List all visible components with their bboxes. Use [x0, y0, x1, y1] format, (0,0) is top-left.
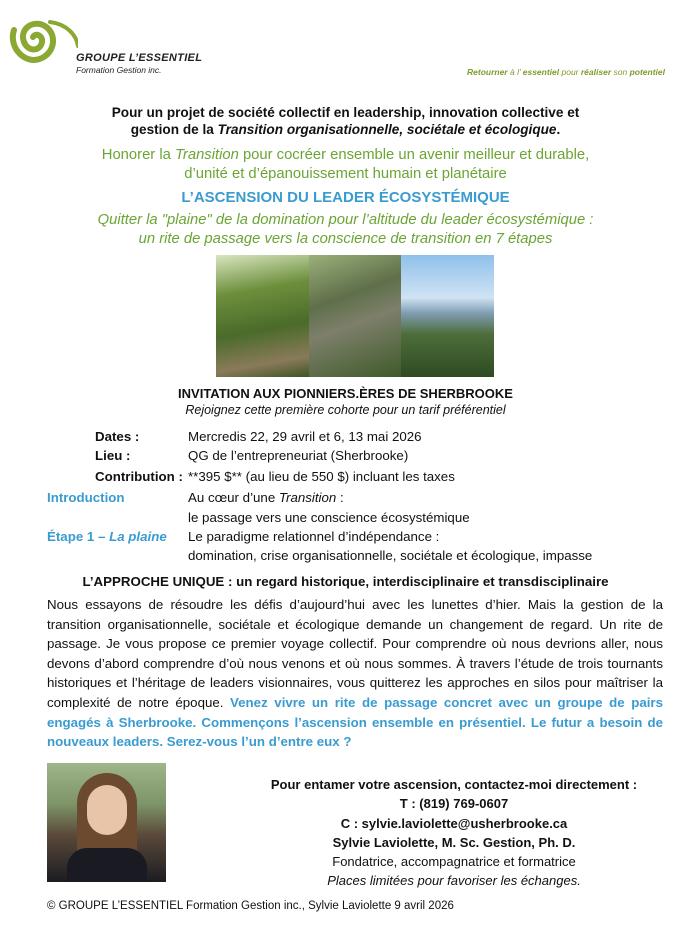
- tagline: Retourner à l’ essentiel pour réaliser son potentiel: [467, 67, 665, 77]
- contact-block: [260, 775, 648, 891]
- forest-path-photo: [216, 255, 309, 377]
- contact-role: Fondatrice, accompagnatrice et formatrice: [332, 854, 576, 870]
- intro-heading: Pour un projet de société collectif en leadership, innovation collective et gestion de la Transition organisationnelle, sociétale et écologique.: [111, 105, 580, 137]
- rock-forest-photo: [309, 255, 402, 377]
- approach-heading: L’APPROCHE UNIQUE : un regard historique, interdisciplinaire et transdisciplinaire: [82, 574, 609, 589]
- portrait-photo: [47, 763, 166, 882]
- program-subtitle: Quitter la "plaine" de la domination pour l’altitude du leader écosystémique : un rite de passage vers la conscience de transition en 7 étapes: [97, 212, 594, 247]
- document-page: GROUPE L’ESSENTIEL Formation Gestion inc. Retourner à l’ essentiel pour réaliser son potentiel Pour un projet de société collectif en leadership, innovation collective et gestion de la Transition organisationnelle, sociétale et écologique. Honorer la Transition pour cocréer ensemble un avenir meilleur et durable, d’unité et d’épanouissement humain et planétaire L’ASCENSION DU LEADER ÉCOSYSTÉMIQUE Quitter la "plaine" de la domination pour l’altitude du leader écosystémique : un rite de passage vers la conscience de transition en 7 étapes INVITATION AUX PIONNIERS.ÈRES DE SHERBROOKE Rejoignez cette première cohorte pour un tarif préférentiel Dates : Mercredis 22, 29 avril et 6, 13 mai 2026 Lieu : QG de l’entrepreneuriat (Sherbrooke) Contribution : **395 $** (au lieu de 550 $) incluant les taxes Introduction Au cœur d’une Transition : le passage vers une conscience écosystémique Étape 1 – La plaine Le paradigme relationnel d’indépendance : domination, crise organisationnelle, sociétale et écologique, impasse L’APPROCHE UNIQUE : un regard historique, interdisciplinaire et transdisciplinaire Nous essayons de résoudre les défis d’aujourd’hui avec les lunettes d’hier. Mais la gestion de la transition organisationnelle, sociétale et écologique demande un changement de regard. Un rite de passage. Je vous propose ce premier voyage collectif. Pour comprendre où nous devrions aller, nous devons d’abord comprendre d’où nous venons et où nous sommes. À travers l’étude de trois tournants historiques et l’héritage de leaders visionnaires, vous quitterez les approches en silos pour maîtriser la complexité de notre époque. Venez vivre un rite de passage concret avec un groupe de pairs engagés à Sherbrooke. Commençons l’ascension ensemble en présentiel. Le futur a besoin de nouveaux leaders. Serez-vous l’un d’entre eux ? Pour entamer votre ascension, contactez-moi directement : T : (819) 769-0607 C : sylvie.laviolette@usherbrooke.ca Sylvie Laviolette, M. Sc. Gestion, Ph. D. Fondatrice, accompagnatrice et formatrice Places limitées pour favoriser les échanges. © GROUPE L’ESSENTIEL Formation Gestion inc., Sylvie Laviolette 9 avril 2026: [0, 0, 691, 926]
- nature-photos: [216, 255, 494, 377]
- contact-note: Places limitées pour favoriser les échanges.: [327, 873, 581, 889]
- logo-subtitle: Formation Gestion inc.: [76, 65, 162, 75]
- logo-name: GROUPE L’ESSENTIEL: [76, 52, 203, 64]
- contact-email[interactable]: C : sylvie.laviolette@usherbrooke.ca: [340, 815, 568, 831]
- footer-copyright: © GROUPE L’ESSENTIEL Formation Gestion inc., Sylvie Laviolette 9 avril 2026: [47, 900, 454, 912]
- program-title: L’ASCENSION DU LEADER ÉCOSYSTÉMIQUE: [181, 189, 510, 206]
- contact-phone[interactable]: T : (819) 769-0607: [399, 796, 509, 812]
- mountain-view-photo: [401, 255, 494, 377]
- mission-statement: Honorer la Transition pour cocréer ensemble un avenir meilleur et durable, d’unité et d’épanouissement humain et planétaire: [101, 147, 590, 182]
- contact-cta: Pour entamer votre ascension, contactez-moi directement :: [270, 777, 638, 792]
- invitation-title: INVITATION AUX PIONNIERS.ÈRES DE SHERBROOKE: [178, 386, 513, 401]
- contact-name: Sylvie Laviolette, M. Sc. Gestion, Ph. D.: [332, 834, 576, 850]
- invitation-subtitle: Rejoignez cette première cohorte pour un tarif préférentiel: [185, 403, 506, 417]
- groupe-lessentiel-logo: [6, 18, 78, 68]
- approach-paragraph: Nous essayons de résoudre les défis d’aujourd’hui avec les lunettes d’hier. Mais la gestion de la transition organisationnelle, sociétale et écologique demande un changement de regard. Un rite de passage. Je vous propose ce premier voyage collectif. Pour comprendre où nous devrions aller, nous devons d’abord comprendre d’où nous venons et où nous sommes. À travers l’étude de trois tournants historiques et l’héritage de leaders visionnaires, vous quitterez les approches en silos pour maîtriser la complexité de notre époque. Venez vivre un rite de passage concret avec un groupe de pairs engagés à Sherbrooke. Commençons l’ascension ensemble en présentiel. Le futur a besoin de nouveaux leaders. Serez-vous l’un d’entre eux ?: [47, 597, 664, 750]
